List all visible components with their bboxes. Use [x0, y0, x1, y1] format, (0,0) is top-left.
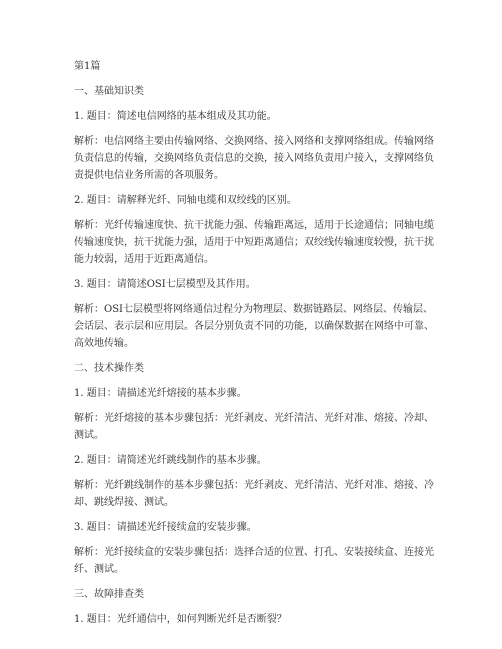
answer-1-1: 解析：电信网络主要由传输网络、交换网络、接入网络和支撑网络组成。传输网络负责信息的传输，交换网络负责信息的交换，接入网络负责用户接入，支撑网络负责提供电信业务所需的各项服务。	[74, 136, 434, 181]
question-2-1: 1. 题目：请描述光纤熔接的基本步骤。	[74, 388, 247, 399]
answer-2-1: 解析：光纤熔接的基本步骤包括：光纤剥皮、光纤清洁、光纤对准、熔接、冷却、测试。	[74, 413, 434, 441]
question-3-1: 1. 题目：光纤通信中，如何判断光纤是否断裂？	[74, 614, 287, 625]
section-heading-basics: 一、基础知识类	[74, 86, 144, 97]
question-1-2: 2. 题目：请解释光纤、同轴电缆和双绞线的区别。	[74, 195, 297, 206]
question-2-3: 3. 题目：请描述光纤接续盒的安装步骤。	[74, 522, 257, 533]
answer-1-3: 解析：OSI七层模型将网络通信过程分为物理层、数据链路层、网络层、传输层、会话层、表示层和应用层。各层分别负责不同的功能，以确保数据在网络中可靠、高效地传输。	[74, 304, 434, 349]
question-1-3: 3. 题目：请简述OSI七层模型及其作用。	[74, 279, 256, 290]
section-heading-operations: 二、技术操作类	[74, 363, 144, 374]
question-2-2: 2. 题目：请简述光纤跳线制作的基本步骤。	[74, 455, 267, 466]
section-heading-troubleshooting: 三、故障排查类	[74, 589, 144, 600]
document-content	[74, 58, 436, 628]
answer-2-3: 解析：光纤接续盒的安装步骤包括：选择合适的位置、打孔、安装接续盒、连接光纤、测试。	[74, 547, 434, 575]
answer-2-2: 解析：光纤跳线制作的基本步骤包括：光纤剥皮、光纤清洁、光纤对准、熔接、冷却、跳线焊接、测试。	[74, 480, 434, 508]
document-header: 第1篇	[74, 61, 101, 72]
answer-1-2: 解析：光纤传输速度快、抗干扰能力强、传输距离远，适用于长途通信；同轴电缆传输速度快，抗干扰能力强，适用于中短距离通信；双绞线传输速度较慢，抗干扰能力较弱，适用于近距离通信。	[74, 220, 434, 265]
question-1-1: 1. 题目：简述电信网络的基本组成及其功能。	[74, 111, 277, 122]
